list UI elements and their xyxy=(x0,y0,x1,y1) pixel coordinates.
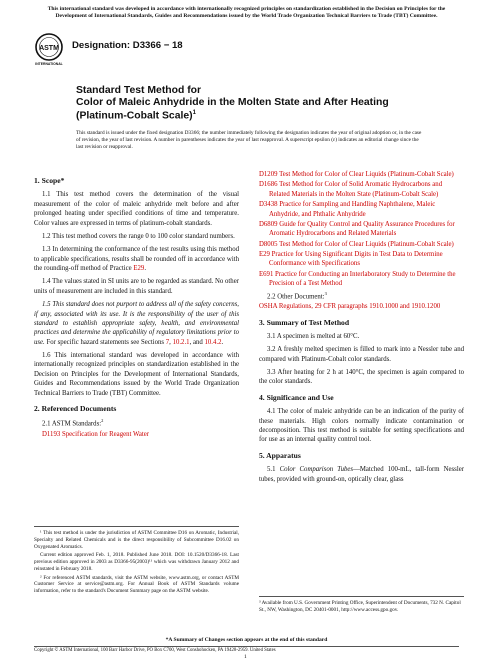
link-section-7[interactable]: 7 xyxy=(165,338,170,346)
title-line-2: Color of Maleic Anhydride in the Molten State and After Heating (Platinum-Cobalt Scale) xyxy=(76,97,389,122)
ref-item: E691 Practice for Conducting an Interlaboratory Study to Determine the Precision of a Test Method xyxy=(259,270,456,288)
title-footnote-marker: 1 xyxy=(192,109,196,116)
section-heading-referenced-documents: 2. Referenced Documents xyxy=(34,403,117,413)
wto-notice: This international standard was developed in accordance with internationally recognized principles on standardization established in the Decision on Principles for the Development of International Standards, Guides and Recommendations issued by the World Trade Organization Technical Barriers to Trade (TBT) Committee. xyxy=(47,6,446,19)
scope-p1: 1.1 This test method covers the determination of the visual measurement of the color of maleic anhydride melt before and after prolonged heating under specified conditions of time and temperature. Color values are expressed in terms of platinum-cobalt standards. xyxy=(34,191,239,227)
scope-p4: 1.4 The values stated in SI units are to be regarded as standard. No other units of measurement are included in this standard. xyxy=(34,278,239,295)
significance-p1: 4.1 The color of maleic anhydride can be an indication of the purity of these materials. High colors normally indicate contamination or decomposition. This test method is suitable for setting specifications and for use as an internal quality control tool. xyxy=(259,408,464,444)
copyright-line: Copyright © ASTM International, 100 Barr Harbor Drive, PO Box C700, West Conshohocken, PA 19428-2959. United States xyxy=(34,646,459,653)
ref-item: D3438 Practice for Sampling and Handling Naphthalene, Maleic Anhydride, and Phthalic Anhydride xyxy=(259,201,436,218)
summary-of-changes-note: *A Summary of Changes section appears at the end of this standard xyxy=(165,637,328,643)
svg-text:INTERNATIONAL: INTERNATIONAL xyxy=(35,62,63,66)
other-document-label: 2.2 Other Document:$^3$ xyxy=(267,290,327,300)
footnote-edition: Current edition approved Feb. 1, 2018. Published June 2018. DOI: 10.1520/D3366-18. Last previous edition approved in 2003 as D3366-95(2003)¹¹ which was withdrawn January 2012 and reinstated in February 2018. xyxy=(34,552,239,572)
ref-item: D8005 Test Method for Color of Clear Liquids (Platinum-Cobalt Scale) xyxy=(259,240,454,248)
document-title xyxy=(76,85,416,123)
ref-code[interactable]: D8005 xyxy=(259,240,278,248)
intro-paragraph: This standard is issued under the fixed designation D3366; the number immediately following the designation indicates the year of original adoption or, in the case of revision, the year of last revision. A number in parentheses indicates the year of last reapproval. A superscript epsilon (ε) indicates an editorial change since the last revision or reapproval. xyxy=(76,130,422,150)
designation: Designation: D3366 − 18 xyxy=(72,40,183,51)
scope-p2: 1.2 This test method covers the range 0 to 100 color standard numbers. xyxy=(42,232,235,240)
ref-code[interactable]: D6809 xyxy=(259,220,278,228)
link-section-10-2-1[interactable]: 10.2.1 xyxy=(172,338,190,346)
summary-p3: 3.3 After heating for 2 h at 140°C, the specimen is again compared to the color standards. xyxy=(259,369,464,386)
section-heading-summary: 3. Summary of Test Method xyxy=(259,317,350,327)
ref-code[interactable]: E691 xyxy=(259,270,274,278)
astm-standards-label: 2.1 ASTM Standards:$^2$ xyxy=(42,418,104,428)
ref-d1193: D1193 Specification for Reagent Water xyxy=(42,431,150,439)
scope-p5: 1.5 This standard does not purport to address all of the safety concerns, if any, associated with its use. It is the responsibility of the user of this standard to establish appropriate safety, health, and environmental practices and determine the applicability of regulatory limitations prior to use. For specific hazard statements see Sections 7, 10.2.1, and 10.4.2. xyxy=(34,301,239,346)
svg-text:ASTM: ASTM xyxy=(39,45,59,52)
section-heading-apparatus: 5. Apparatus xyxy=(259,450,301,460)
footnotes-left xyxy=(34,526,239,597)
footnote-3: ³ Available from U.S. Government Printing Office, Superintendent of Documents, 732 N. Capitol St., NW, Washington, DC 20401-0001, http://www.access.gpo.gov. xyxy=(259,596,464,614)
ref-code[interactable]: E29 xyxy=(259,251,270,258)
link-d1193[interactable]: D1193 xyxy=(42,431,61,439)
title-line-1: Standard Test Method for xyxy=(76,85,202,96)
referenced-documents-list xyxy=(259,170,464,289)
section-heading-scope: 1. Scope* xyxy=(34,176,65,185)
ref-code[interactable]: D3438 xyxy=(259,201,278,209)
summary-p2: 3.2 A freshly melted specimen is filled to mark into a Nessler tube and compared with Platinum-Cobalt color standards. xyxy=(259,346,464,363)
link-e29[interactable]: E29 xyxy=(133,265,145,273)
scope-p6: 1.6 This international standard was developed in accordance with internationally recognized principles on standardization established in the Decision on Principles for the Development of International Standards, Guides and Recommendations issued by the World Trade Organization Technical Barriers to Trade (TBT) Committee. xyxy=(34,352,239,397)
ref-code[interactable]: D1209 xyxy=(259,171,278,178)
ref-item: D1209 Test Method for Color of Clear Liquids (Platinum-Cobalt Scale) xyxy=(259,171,454,178)
ref-item: D6809 Guide for Quality Control and Quality Assurance Procedures for Aromatic Hydrocarbons and Related Materials xyxy=(259,220,455,238)
apparatus-p1: 5.1 Color Comparison Tubes—Matched 100-mL, tall-form Nessler tubes, provided with ground-on, optically clear, glass xyxy=(259,466,464,483)
link-osha[interactable]: OSHA Regulations, 29 CFR paragraphs 1910.1000 and 1910.1200 xyxy=(259,303,441,311)
summary-p1: 3.1 A specimen is melted at 60°C. xyxy=(267,332,360,340)
footnote-1: ¹ This test method is under the jurisdiction of ASTM Committee D16 on Aromatic, Industrial, Specialty and Related Chemicals and is the direct responsibility of Subcommittee D16.02 on Oxygenated Aromatics. xyxy=(34,530,239,550)
ref-code[interactable]: D1686 xyxy=(259,181,278,189)
scope-p3: 1.3 In determining the conformance of the test results using this method to applicable specifications, results shall be rounded off in accordance with the rounding-off method of Practice E29. xyxy=(34,246,239,273)
ref-item: D1686 Test Method for Color of Solid Aromatic Hydrocarbons and Related Materials in the Molten State (Platinum-Cobalt Scale) xyxy=(259,181,443,198)
link-section-10-4-2[interactable]: 10.4.2 xyxy=(204,338,222,346)
left-column xyxy=(34,170,239,443)
right-column xyxy=(259,170,464,488)
footnote-2: ² For referenced ASTM standards, visit the ASTM website, www.astm.org, or contact ASTM Customer Service at service@astm.org. For Annual Book of ASTM Standards volume information, refer to the standard's Document Summary page on the ASTM website. xyxy=(34,574,239,594)
astm-logo xyxy=(34,32,64,68)
ref-item: E29 Practice for Using Significant Digits in Test Data to Determine Conformance with Specifications xyxy=(259,251,443,268)
section-heading-significance: 4. Significance and Use xyxy=(259,392,334,402)
astm-international-logo-icon xyxy=(34,32,64,68)
page-number: 1 xyxy=(244,654,247,660)
